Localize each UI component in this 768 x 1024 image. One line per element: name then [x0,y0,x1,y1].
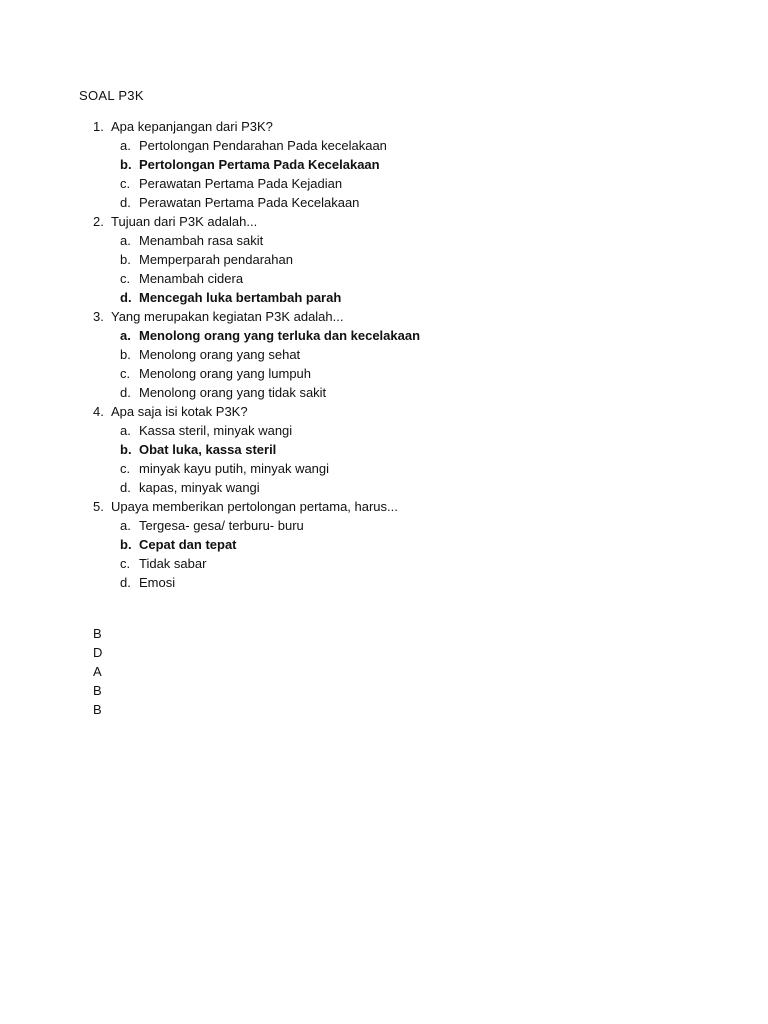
option-text: minyak kayu putih, minyak wangi [139,461,330,476]
question-list [93,117,733,592]
document-title: SOAL P3K [79,88,144,103]
option-letter: c. [120,366,131,381]
option-letter: c. [120,271,131,286]
option-letter: d. [120,575,131,590]
question-5 [93,497,733,592]
question-label: Apa saja isi kotak P3K? [111,404,248,419]
option-b-correct [93,155,733,174]
option-letter: a. [120,518,131,533]
option-text: Menambah cidera [139,271,244,286]
option-a [93,421,733,440]
option-c [93,364,733,383]
question-label: Tujuan dari P3K adalah... [111,214,258,229]
option-d [93,193,733,212]
option-text: Menolong orang yang tidak sakit [139,385,327,400]
option-letter: d. [120,480,131,495]
option-a-correct [93,326,733,345]
option-letter: d. [120,385,131,400]
option-c [93,174,733,193]
option-letter: a. [120,233,131,248]
option-d [93,383,733,402]
option-letter: b. [120,252,131,267]
option-letter: a. [120,423,131,438]
option-c [93,269,733,288]
option-a [93,136,733,155]
option-letter: b. [120,537,132,552]
question-2 [93,212,733,307]
question-label: Upaya memberikan pertolongan pertama, harus... [111,499,398,514]
option-a [93,516,733,535]
question-text [93,402,733,421]
answer-5: B [93,702,102,717]
option-b [93,345,733,364]
option-text: Pertolongan Pendarahan Pada kecelakaan [139,138,387,153]
option-letter: b. [120,157,132,172]
option-letter: a. [120,138,131,153]
option-letter: c. [120,461,131,476]
question-label: Yang merupakan kegiatan P3K adalah... [111,309,344,324]
question-text [93,497,733,516]
option-b-correct [93,535,733,554]
question-number: 4. [93,404,104,419]
option-letter: c. [120,556,131,571]
option-letter: c. [120,176,131,191]
option-a [93,231,733,250]
question-number: 1. [93,119,104,134]
option-text: Pertolongan Pertama Pada Kecelakaan [139,157,380,172]
option-text: Kassa steril, minyak wangi [139,423,293,438]
question-text [93,307,733,326]
question-text [93,117,733,136]
question-label: Apa kepanjangan dari P3K? [111,119,273,134]
option-letter: b. [120,347,131,362]
answer-4: B [93,683,102,698]
answer-key [93,624,102,719]
question-number: 5. [93,499,104,514]
option-text: Menolong orang yang sehat [139,347,301,362]
question-3 [93,307,733,402]
option-text: Memperparah pendarahan [139,252,293,267]
option-text: Menolong orang yang terluka dan kecelakaan [139,328,421,343]
answer-1: B [93,626,102,641]
question-4 [93,402,733,497]
option-text: Menolong orang yang lumpuh [139,366,312,381]
option-c [93,554,733,573]
option-letter: d. [120,195,131,210]
answer-3: A [93,664,102,679]
option-b-correct [93,440,733,459]
question-1 [93,117,733,212]
option-text: Perawatan Pertama Pada Kecelakaan [139,195,360,210]
option-d-correct [93,288,733,307]
option-text: Perawatan Pertama Pada Kejadian [139,176,343,191]
question-text [93,212,733,231]
question-number: 2. [93,214,104,229]
option-d [93,478,733,497]
option-text: Obat luka, kassa steril [139,442,277,457]
option-text: Mencegah luka bertambah parah [139,290,342,305]
option-text: Menambah rasa sakit [139,233,264,248]
option-text: Tidak sabar [139,556,207,571]
question-number: 3. [93,309,104,324]
option-letter: d. [120,290,132,305]
answer-2: D [93,645,103,660]
option-c [93,459,733,478]
option-letter: b. [120,442,132,457]
option-b [93,250,733,269]
option-text: Tergesa- gesa/ terburu- buru [139,518,304,533]
option-letter: a. [120,328,131,343]
option-text: kapas, minyak wangi [139,480,260,495]
option-text: Cepat dan tepat [139,537,237,552]
option-d [93,573,733,592]
option-text: Emosi [139,575,176,590]
